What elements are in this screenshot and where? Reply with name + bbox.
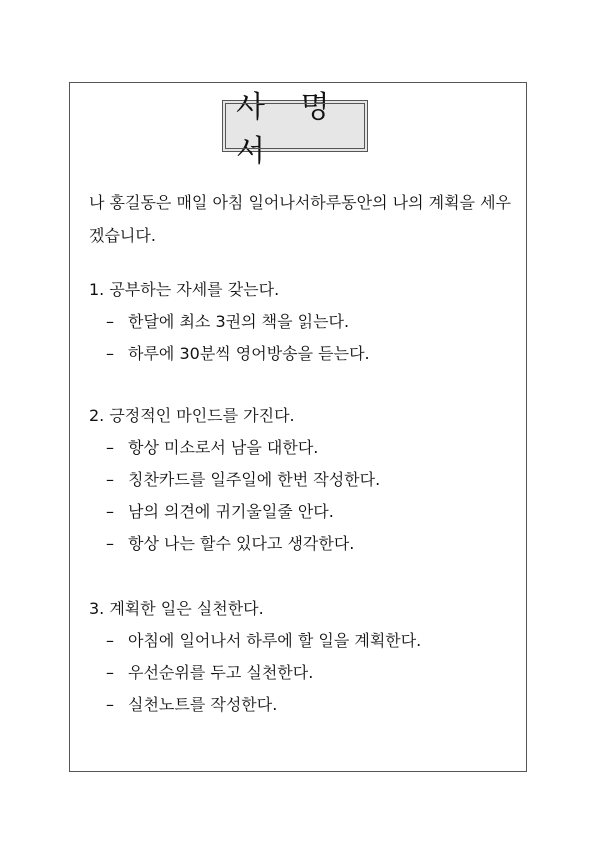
bullet-dash: – [106,438,114,457]
list-item [89,689,519,721]
list-item-text: 아침에 일어나서 하루에 할 일을 계획한다. [128,631,422,650]
list-item-text: 하루에 30분씩 영어방송을 듣는다. [128,344,370,363]
list-item [89,625,519,657]
section-1 [89,274,519,370]
section-2 [89,400,519,560]
bullet-dash: – [106,344,114,363]
bullet-dash: – [106,534,114,553]
bullet-dash: – [106,695,114,714]
section-heading: 2. 긍정적인 마인드를 가진다. [89,406,295,425]
list-item-text: 실천노트를 작성한다. [128,695,278,714]
list-item [89,338,519,370]
list-item-text: 한달에 최소 3권의 책을 읽는다. [128,312,350,331]
list-item-text: 항상 미소로서 남을 대한다. [128,438,319,457]
bullet-dash: – [106,502,114,521]
list-item [89,432,519,464]
list-item-text: 남의 의견에 귀기울일줄 안다. [128,502,334,521]
section-heading: 3. 계획한 일은 실천한다. [89,599,264,618]
list-item [89,528,519,560]
section-heading: 1. 공부하는 자세를 갖는다. [89,280,280,299]
title-box [222,90,368,169]
list-item [89,657,519,689]
list-item [89,464,519,496]
list-item-text: 항상 나는 할수 있다고 생각한다. [128,534,355,553]
section-3 [89,593,519,721]
list-item-text: 칭찬카드를 일주일에 한번 작성한다. [128,470,381,489]
bullet-dash: – [106,631,114,650]
bullet-dash: – [106,663,114,682]
document-title: 사 명 서 [236,90,343,169]
intro-paragraph: 나 홍길동은 매일 아침 일어나서하루동안의 나의 계획을 세우겠습니다. [89,193,512,245]
list-item-text: 우선순위를 두고 실천한다. [128,663,314,682]
list-item [89,306,519,338]
bullet-dash: – [106,470,114,489]
bullet-dash: – [106,312,114,331]
list-item [89,496,519,528]
